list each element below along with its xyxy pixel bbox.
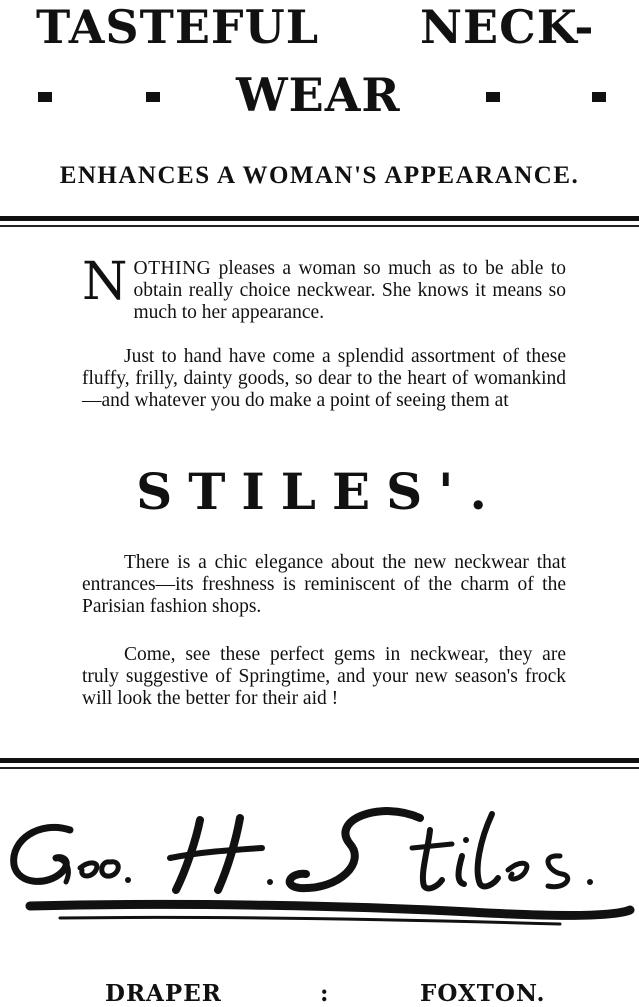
subheadline: ENHANCES A WOMAN'S APPEARANCE. [59, 162, 580, 189]
paragraph-3 [82, 552, 566, 618]
paragraph-4-text: Come, see these perfect gems in neckwear, they are truly suggestive of Springtime, and your new season's frock will look the better for their aid ! [82, 644, 566, 709]
paragraph-1-text: pleases a woman so much as to be able to obtain really choice neckwear. She knows it means so much to her appearance. [133, 258, 566, 323]
headline-word-neck: NECK- [420, 0, 595, 54]
paragraph-3-text: There is a chic elegance about the new neckwear that entrances—its freshness is reminiscent of the charm of the Parisian fashion shops. [82, 552, 566, 617]
footer-location: FOXTON. [420, 980, 546, 1007]
footer-draper: DRAPER [105, 980, 222, 1007]
ornament-square [592, 92, 606, 102]
paragraph-1 [82, 252, 566, 324]
headline-word-wear: WEAR [236, 68, 401, 122]
drop-cap: N [82, 252, 128, 312]
signature-graphic [0, 790, 639, 940]
divider-rule [0, 225, 639, 227]
paragraph-2-text: Just to hand have come a splendid assortment of these fluffy, frilly, dainty goods, so dear to the heart of womankind—and whatever you do make a point of seeing them at [82, 346, 566, 411]
ornament-square [146, 92, 160, 102]
store-name: STILES'. [136, 462, 503, 521]
divider-rule [0, 216, 639, 221]
divider-rule [0, 767, 639, 769]
ornament-square [486, 92, 500, 102]
divider-rule [0, 758, 639, 763]
paragraph-4 [82, 644, 566, 710]
headline-word-tasteful: TASTEFUL [36, 0, 320, 54]
lead-word: OTHING [133, 258, 212, 279]
ornament-square [38, 92, 52, 102]
paragraph-2 [82, 346, 566, 412]
footer-separator: : [320, 980, 330, 1007]
